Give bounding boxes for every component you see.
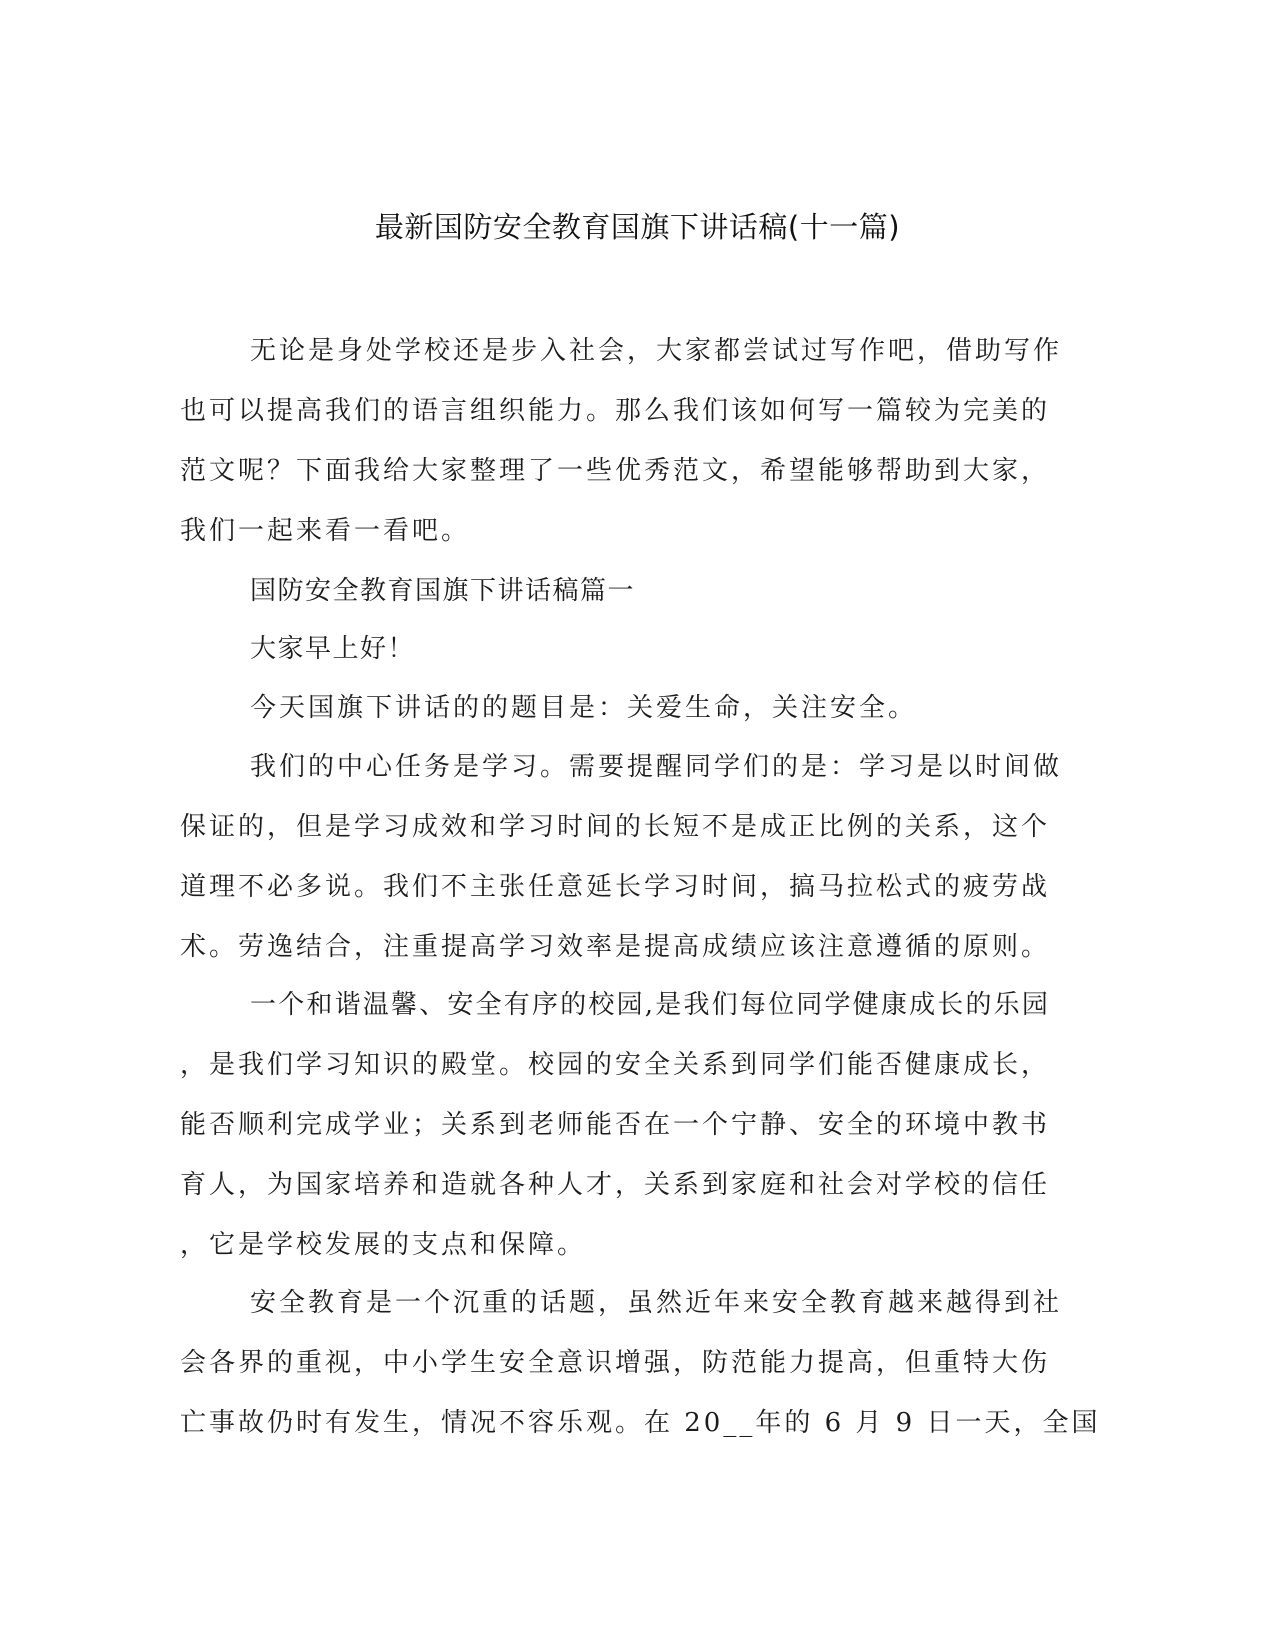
paragraph-line: 术。劳逸结合，注重提高学习效率是提高成绩应该注意遵循的原则。	[180, 932, 1051, 962]
paragraph-line: 道理不必多说。我们不主张任意延长学习时间，搞马拉松式的疲劳战	[180, 872, 1051, 902]
paragraph-line: 今天国旗下讲话的的题目是：关爱生命，关注安全。	[250, 693, 918, 723]
paragraph-line: 也可以提高我们的语言组织能力。那么我们该如何写一篇较为完美的	[180, 396, 1051, 426]
paragraph-line: 我们一起来看一看吧。	[180, 516, 471, 546]
paragraph-line: 无论是身处学校还是步入社会，大家都尝试过写作吧，借助写作	[250, 336, 1063, 366]
paragraph-line: 会各界的重视，中小学生安全意识增强，防范能力提高，但重特大伤	[180, 1348, 1051, 1378]
paragraph-line: 安全教育是一个沉重的话题，虽然近年来安全教育越来越得到社	[250, 1288, 1063, 1318]
paragraph-line: 育人，为国家培养和造就各种人才，关系到家庭和社会对学校的信任	[180, 1170, 1051, 1200]
paragraph-line: 保证的，但是学习成效和学习时间的长短不是成正比例的关系，这个	[180, 812, 1051, 842]
document-title: 最新国防安全教育国旗下讲话稿(十一篇)	[374, 210, 901, 244]
paragraph-line: ，是我们学习知识的殿堂。校园的安全关系到同学们能否健康成长，	[180, 1050, 1051, 1080]
section-heading: 国防安全教育国旗下讲话稿篇一	[250, 576, 636, 606]
paragraph-line: 能否顺利完成学业；关系到老师能否在一个宁静、安全的环境中教书	[180, 1110, 1051, 1140]
paragraph-line: 亡事故仍时有发生，情况不容乐观。在 20__年的 6 月 9 日一天，全国	[180, 1408, 1101, 1438]
paragraph-line: 一个和谐温馨、安全有序的校园,是我们每位同学健康成长的乐园	[250, 990, 1051, 1020]
paragraph-line: ，它是学校发展的支点和保障。	[180, 1230, 587, 1260]
greeting-line: 大家早上好！	[250, 634, 416, 664]
paragraph-line: 我们的中心任务是学习。需要提醒同学们的是：学习是以时间做	[250, 752, 1063, 782]
paragraph-line: 范文呢？下面我给大家整理了一些优秀范文，希望能够帮助到大家，	[180, 456, 1051, 486]
